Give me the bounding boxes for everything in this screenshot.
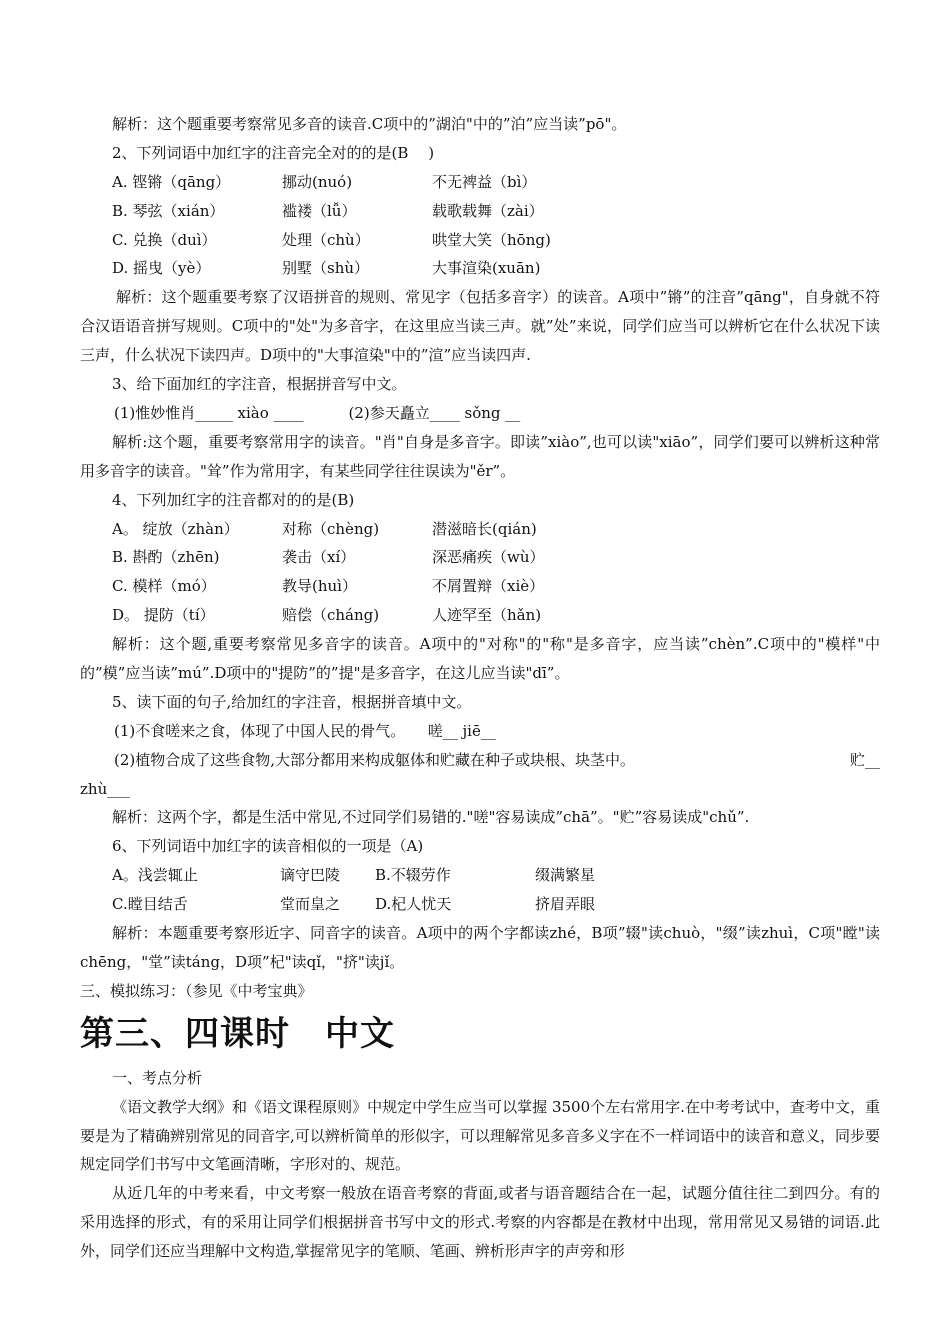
option-item: A。浅尝辄止 [112, 866, 198, 885]
option-item: 处理（chù） [282, 230, 370, 249]
question-2: 2、下列词语中加红字的注音完全对的的是(B ) [112, 143, 435, 162]
option-item: 缀满繁星 [535, 866, 596, 885]
option-row [80, 572, 880, 601]
option-item: C.瞠目结舌 [112, 895, 188, 914]
section-practice: 三、模拟练习：（参见《中考宝典》 [80, 981, 313, 1000]
option-item: 谪守巴陵 [280, 866, 341, 885]
option-row [80, 861, 880, 890]
question-6-options [80, 861, 880, 919]
option-item: A. 铿锵（qāng） [112, 172, 231, 191]
option-row [80, 601, 880, 630]
option-item: 别墅（shù） [282, 259, 370, 278]
analysis-q4: 解析：这个题,重要考察常见多音字的读音。A项中的"对称"的"称"是多音字，应当读”chèn”.C项中的"模样"中的”模”应当读”mú”.D项中的"提防”的”提"是多音字，在这儿应当读"dī”。 [80, 635, 880, 683]
question-5-item-2-pinyin: zhù___ [80, 779, 130, 798]
option-item: C. 兑换（duì） [112, 230, 217, 249]
analysis-q5: 解析：这两个字，都是生活中常见,不过同学们易错的."嗟"容易读成”chā”。"贮”容易读成"chǔ”. [112, 808, 750, 827]
option-item: B.不辍劳作 [375, 866, 451, 885]
analysis-q3: 解析:这个题，重要考察常用字的读音。"肖"自身是多音字。即读”xiào”,也可以读"xiāo”，同学们要可以辨析这种常用多音字的读音。"耸”作为常用字，有某些同学往往误读为"ěr”。 [80, 432, 880, 480]
option-item: 对称（chèng) [282, 519, 380, 538]
question-3-items: (1)惟妙惟肖_____ xiào ____ (2)参天矗立____ sǒng __ [114, 403, 521, 422]
option-row [80, 890, 880, 919]
option-item: 哄堂大笑（hōng) [432, 230, 551, 249]
option-row [80, 254, 880, 283]
analysis-q1: 解析：这个题重要考察常见多音的读音.C项中的”湖泊"中的”泊”应当读”pō"。 [112, 115, 627, 133]
option-item: B. 斟酌（zhēn) [112, 548, 220, 567]
document-page [80, 110, 880, 1266]
option-item: 褴褛（lǚ） [282, 201, 357, 220]
analysis-q6: 解析：本题重要考察形近字、同音字的读音。A项中的两个字都读zhé，B项”辍"读chuò，"缀”读zhuì，C项"瞠"读chēng，"堂”读táng，D项”杞"读qǐ，"挤"读jǐ。 [80, 924, 880, 971]
option-row [80, 226, 880, 255]
question-4-options [80, 515, 880, 631]
option-item: B. 琴弦（xián） [112, 201, 225, 220]
question-3: 3、给下面加红的字注音，根据拼音写中文。 [112, 375, 407, 394]
question-2-options [80, 168, 880, 284]
paragraph-1: 《语文教学大纲》和《语文课程原则》中规定中学生应当可以掌握 3500个左右常用字.在中考考试中，查考中文，重要是为了精确辨别常见的同音字,可以辨析简单的形似字，可以理解常见多音多义字在不一样词语中的读音和意义，同步要规定同学们书写中文笔画清晰，字形对的、规范。 [80, 1097, 880, 1174]
option-row [80, 543, 880, 572]
option-item: D.杞人忧天 [375, 895, 452, 914]
option-item: D。 提防（tí） [112, 606, 215, 625]
section-heading: 一、考点分析 [112, 1068, 203, 1087]
option-row [80, 515, 880, 544]
paragraph-2: 从近几年的中考来看，中文考察一般放在语音考察的背面,或者与语音题结合在一起，试题分值往往二到四分。有的采用选择的形式，有的采用让同学们根据拼音书写中文的形式.考察的内容都是在教材中出现，常用常见又易错的词语.此外，同学们还应当理解中文构造,掌握常见字的笔顺、笔画、辨析形声字的声旁和形 [80, 1184, 880, 1261]
option-item: 潜滋暗长(qián) [432, 519, 537, 538]
question-5-item-2-blank: 贮__ [849, 750, 880, 769]
option-item: A。 绽放（zhàn） [112, 519, 239, 538]
option-item: 人迹罕至（hǎn) [432, 606, 542, 625]
option-item: 不屑置辩（xiè） [432, 577, 545, 596]
option-item: 不无裨益（bì） [432, 172, 537, 191]
question-5-item-2 [80, 746, 880, 775]
option-item: D. 摇曳（yè） [112, 259, 211, 278]
lesson-title: 第三、四课时 中文 [80, 1013, 395, 1054]
option-item: 深恶痛疾（wù） [432, 548, 545, 567]
question-5: 5、读下面的句子,给加红的字注音，根据拼音填中文。 [112, 692, 472, 711]
option-item: 赔偿（cháng) [282, 606, 380, 625]
analysis-q2: 解析：这个题重要考察了汉语拼音的规则、常见字（包括多音字）的读音。A项中”锵”的注音”qāng"，自身就不符合汉语语音拼写规则。C项中的"处"为多音字，在这里应当读三声。就”处”来说，同学们应当可以辨析它在什么状况下读三声，什么状况下读四声。D项中的"大事渲染"中的”渲”应当读四声. [80, 288, 880, 365]
option-item: 载歌载舞（zài） [432, 201, 544, 220]
option-row [80, 197, 880, 226]
option-item: 堂而皇之 [280, 895, 341, 914]
question-4: 4、下列加红字的注音都对的的是(B) [112, 490, 355, 509]
option-item: 挤眉弄眼 [535, 895, 596, 914]
option-item: C. 模样（mó） [112, 577, 216, 596]
option-item: 挪动(nuó) [282, 172, 353, 191]
question-6: 6、下列词语中加红字的读音相似的一项是（A) [112, 837, 424, 856]
option-item: 袭击（xí） [282, 548, 356, 567]
question-5-item-1: (1)不食嗟来之食，体现了中国人民的骨气。 嗟__ jiē__ [114, 721, 496, 740]
question-5-item-2-text: (2)植物合成了这些食物,大部分都用来构成躯体和贮藏在种子或块根、块茎中。 [114, 750, 636, 769]
option-row [80, 168, 880, 197]
option-item: 教导(huì） [282, 577, 357, 596]
option-item: 大事渲染(xuān) [432, 259, 541, 278]
